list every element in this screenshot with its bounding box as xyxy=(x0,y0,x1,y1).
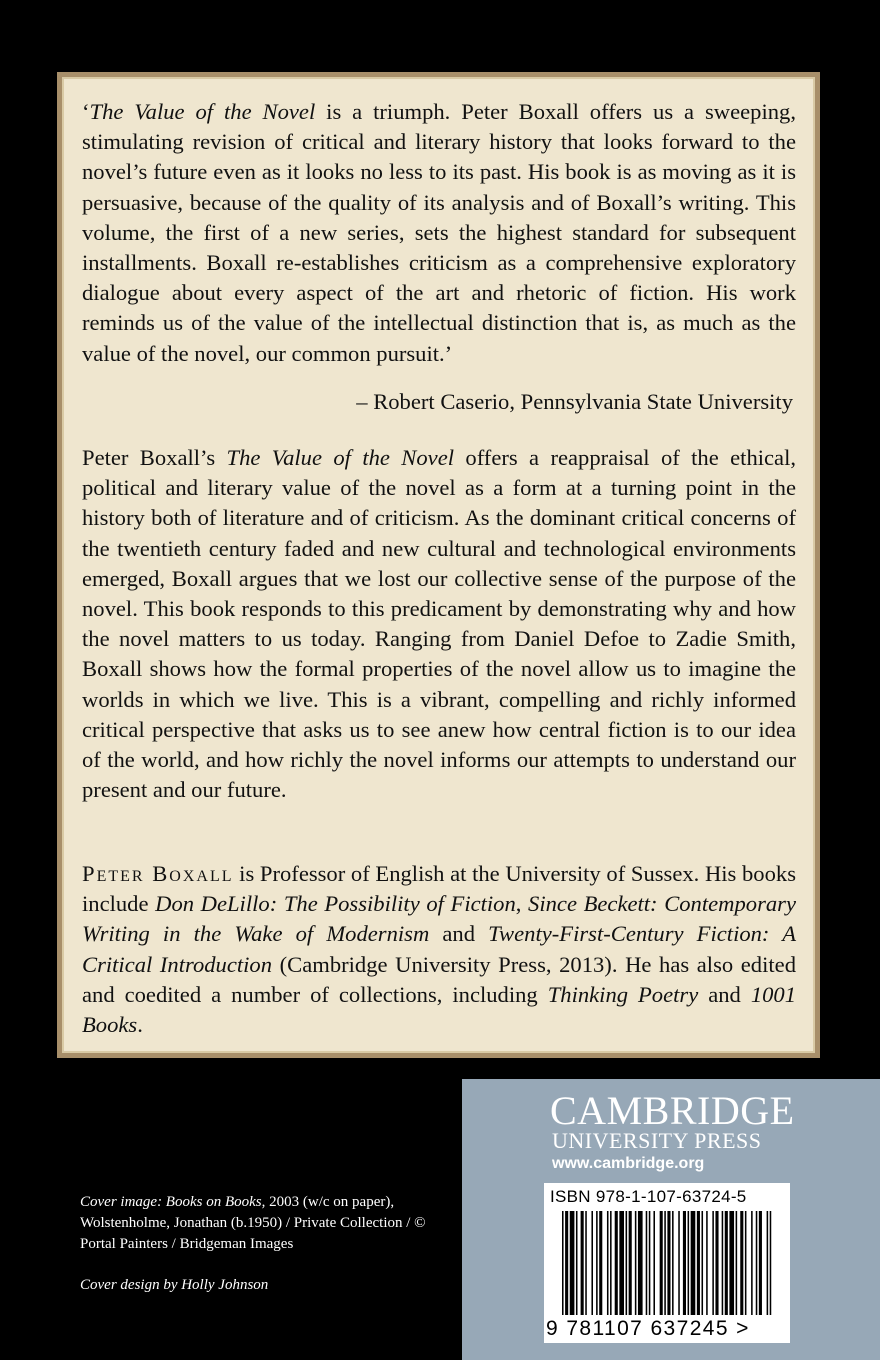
barcode-bar xyxy=(767,1211,769,1315)
barcode-bar xyxy=(570,1211,575,1315)
barcode-bar xyxy=(722,1211,724,1315)
barcode-bar xyxy=(688,1211,690,1315)
description-book-title: The Value of the Novel xyxy=(226,445,455,470)
barcode-bar xyxy=(646,1211,648,1315)
author-name: Peter Boxall xyxy=(82,861,234,886)
barcode-bar xyxy=(770,1211,772,1315)
author-bio xyxy=(82,859,796,1040)
book-description xyxy=(82,443,796,805)
barcode-bar xyxy=(667,1211,670,1315)
bio-text-3: (Cambridge University Press, 2013). He has also edited and coedited a number of collections, including xyxy=(82,951,796,1007)
barcode-bar xyxy=(607,1211,609,1315)
bio-book-4: Thinking Poetry xyxy=(547,981,699,1007)
barcode-bar xyxy=(729,1211,734,1315)
publisher-logo: CAMBRIDGE xyxy=(550,1088,795,1133)
bio-book-1: Don DeLillo: The Possibility of Fiction xyxy=(155,891,516,917)
barcode-bar xyxy=(759,1211,762,1315)
bio-text-4: and xyxy=(698,981,751,1007)
blurb-panel xyxy=(57,72,820,1058)
bio-text-1: is Professor of English at the University of Sussex. His books include xyxy=(82,861,796,917)
bio-sep-1: , xyxy=(515,891,529,917)
barcode-bar xyxy=(697,1211,700,1315)
publisher-panel xyxy=(462,1079,880,1360)
barcode-bar xyxy=(678,1211,680,1315)
barcode-bar xyxy=(585,1211,587,1315)
description-text: offers a reappraisal of the ethical, political and literary value of the novel as a form at a turning point in the history both of literature and of criticism. As the dominant critical concerns of the twentieth century faded and new cultural and technological environments emerged, Boxall argues that we lost our collective sense of the purpose of the novel. This book responds to this predicament by demonstrating why and how the novel matters to us today. Ranging from Daniel Defoe to Zadie Smith, Boxall shows how the formal properties of the novel allow us to imagine the worlds in which we live. This is a vibrant, compelling and richly informed critical perspective that asks us to see anew how central fiction is to our idea of the world, and how richly the novel informs our attempts to understand our present and our future. xyxy=(82,445,797,803)
cover-credits xyxy=(80,1192,450,1255)
barcode-number: 9 781107 637245 > xyxy=(546,1317,750,1340)
cover-image-credit xyxy=(80,1192,450,1255)
bio-book-3: Twenty-First-Century Fiction: A Critical Introduction xyxy=(82,921,796,977)
barcode-bar xyxy=(619,1211,624,1315)
barcode-bar xyxy=(664,1211,666,1315)
barcode-bar xyxy=(610,1211,612,1315)
barcode-bar xyxy=(626,1211,628,1315)
barcode-bar xyxy=(581,1211,584,1315)
review-quote xyxy=(82,97,796,369)
barcode-bar xyxy=(591,1211,593,1315)
barcode-bar xyxy=(740,1211,743,1315)
barcode-bar xyxy=(565,1211,568,1315)
barcode-bar xyxy=(629,1211,632,1315)
bio-book-5: 1001 Books xyxy=(82,981,797,1038)
barcode-bar xyxy=(751,1211,753,1315)
barcode-bar xyxy=(660,1211,663,1315)
barcode-bar xyxy=(615,1211,618,1315)
publisher-url: www.cambridge.org xyxy=(552,1155,705,1172)
description-lead: Peter Boxall’s xyxy=(82,445,227,470)
barcode-bar xyxy=(691,1211,696,1315)
cover-design-credit: Cover design by Holly Johnson xyxy=(80,1277,269,1293)
barcode-bar xyxy=(725,1211,728,1315)
cover-image-label: Cover image: Books on Books xyxy=(80,1194,262,1210)
barcode-bar xyxy=(715,1211,718,1315)
barcode-bar xyxy=(702,1211,704,1315)
barcode-icon xyxy=(544,1211,790,1317)
barcode-bar xyxy=(576,1211,578,1315)
barcode-bar xyxy=(736,1211,738,1315)
barcode-bar xyxy=(706,1211,708,1315)
cover-image-text: , 2003 (w/c on paper), Wolstenholme, Jonathan (b.1950) / Private Collection / © Portal Painters / Bridgeman Images xyxy=(80,1194,426,1252)
barcode-bar xyxy=(745,1211,747,1315)
barcode-bar xyxy=(599,1211,602,1315)
barcode-box xyxy=(544,1183,790,1343)
barcode-bar xyxy=(712,1211,714,1315)
review-attribution: – Robert Caserio, Pennsylvania State University xyxy=(356,389,793,414)
isbn-label: ISBN 978-1-107-63724-5 xyxy=(550,1187,747,1206)
barcode-bar xyxy=(562,1211,564,1315)
barcode-bar xyxy=(756,1211,758,1315)
publisher-subtitle: UNIVERSITY PRESS xyxy=(552,1128,762,1153)
barcode-bar xyxy=(638,1211,643,1315)
review-text: is a triumph. Peter Boxall offers us a sweeping, stimulating revision of critical and literary history that looks forward to the novel’s future even as it looks no less to its past. His book is as moving as it is persuasive, because of the quality of its analysis and of Boxall’s writing. This volume, the first of a new series, sets the highest standard for subsequent installments. Boxall re-establishes criticism as a comprehensive exploratory dialogue about every aspect of the art and rhetoric of fiction. His work reminds us of the value of the intellectual distinction that is, as much as the value of the novel, our common pursuit.’ xyxy=(82,99,796,366)
bio-text-5: . xyxy=(137,1012,143,1038)
review-book-title: The Value of the Novel xyxy=(89,99,316,124)
open-quote: ‘ xyxy=(82,99,90,124)
barcode-bar xyxy=(635,1211,637,1315)
barcode-bar xyxy=(672,1211,674,1315)
bio-text-2: and xyxy=(429,921,489,947)
barcode-bar xyxy=(596,1211,598,1315)
barcode-bar xyxy=(653,1211,655,1315)
bio-book-2: Since Beckett: Contemporary Writing in the Wake of Modernism xyxy=(82,891,796,947)
barcode-bar xyxy=(649,1211,651,1315)
barcode-bar xyxy=(683,1211,686,1315)
